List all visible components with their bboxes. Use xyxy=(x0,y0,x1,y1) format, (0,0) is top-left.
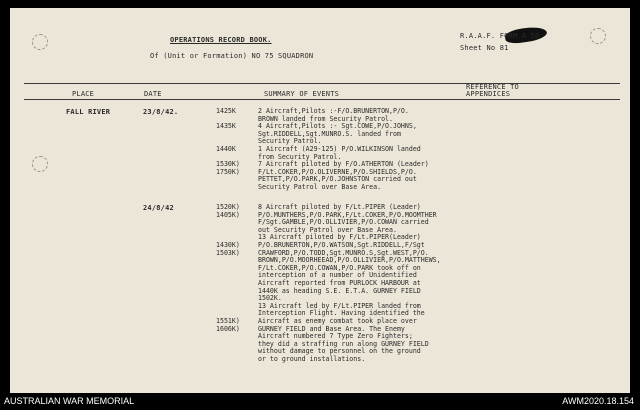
sheet-number: Sheet No 81 xyxy=(460,44,509,52)
place-cell: FALL RIVER xyxy=(66,108,111,116)
column-header-summary: SUMMARY OF EVENTS xyxy=(264,90,340,98)
summary-block-1: 2 Aircraft,Pilots :-F/O.BRUNERTON,P/O. BROWN landed from Security Patrol. 4 Aircraft,Pilots :- Sgt.COWE,P/O.JOHNS, Sgt.RIDDELL,Sgt.MUNRO.S. landed from Security Patrol. 1 Aircraft (A29-125) P/O.WILKINSON landed from Security Patrol. 7 Aircraft piloted by F/O.ATHERTON (Leader) F/Lt.COKER,P/O.OLIVERNE,P/O.SHIELDS,P/O. PETTET,P/O.PARK,P/O.JOHNSTON carried out Security Patrol over Base Area. xyxy=(258,107,429,191)
header-rule-bottom xyxy=(24,99,620,100)
form-title: OPERATIONS RECORD BOOK. xyxy=(170,36,272,44)
times-block-2: 1520K) 1405K) 1430K) 1503K) 1551K) 1606K) xyxy=(216,203,240,333)
footer-credit: AUSTRALIAN WAR MEMORIAL xyxy=(4,396,135,406)
times-block-1: 1425K 1435K 1440K 1530K) 1750K) xyxy=(216,107,240,176)
date-cell-1: 23/8/42. xyxy=(143,108,179,116)
document-page xyxy=(10,8,630,393)
footer-accession-number: AWM2020.18.154 xyxy=(562,396,634,406)
punch-hole-mark xyxy=(590,28,606,44)
punch-hole-mark xyxy=(32,34,48,50)
summary-block-2: 8 Aircraft piloted by F/Lt.PIPER (Leader) P/O.MUNTHERS,P/O.PARK,F/Lt.COKER,P/O.MOOMTHER F/Sgt.GAMBLE,P/O.OLLIVIER,P/O.COWAN carried out Security Patrol over Base Area. 13 Aircraft piloted by F/Lt.PIPER(Leader) P/O.BRUNERTON,P/O.WATSON,Sgt.RIDDELL,F/Sgt CRAWFORD,P/O.TODD,Sgt.MUNRO.S,Sgt.WEST,P/O. BROWN,P/O.MOORHEEAD,P/O.OLLIVIER,P/O.MATTHEWS, F/Lt.COKER,P/O.COWAN,P/O.PARK took off on interception of a number of Unidentified Aircraft reported from PURLOCK HARBOUR at 1440K as heading S.E. E.T.A. GURNEY FIELD 1502K. 13 Aircraft led by F/Lt.PIPER landed from Interception Flight. Having identified the Aircraft as enemy combat took place over GURNEY FIELD and Base Area. The Enemy Aircraft numbered 7 Type Zero Fighters; they did a straffing run along GURNEY FIELD without damage to personnel on the ground or to ground installations. xyxy=(258,203,441,363)
unit-line: Of (Unit or Formation) NO 75 SQUADRON xyxy=(150,52,314,60)
punch-hole-mark xyxy=(32,156,48,172)
form-reference: R.A.A.F. FORM A 50 xyxy=(460,32,540,40)
column-header-reference: REFERENCE TO APPENDICES xyxy=(466,83,519,98)
date-cell-2: 24/8/42 xyxy=(143,204,174,212)
column-header-place: PLACE xyxy=(72,90,95,98)
column-header-date: DATE xyxy=(144,90,162,98)
